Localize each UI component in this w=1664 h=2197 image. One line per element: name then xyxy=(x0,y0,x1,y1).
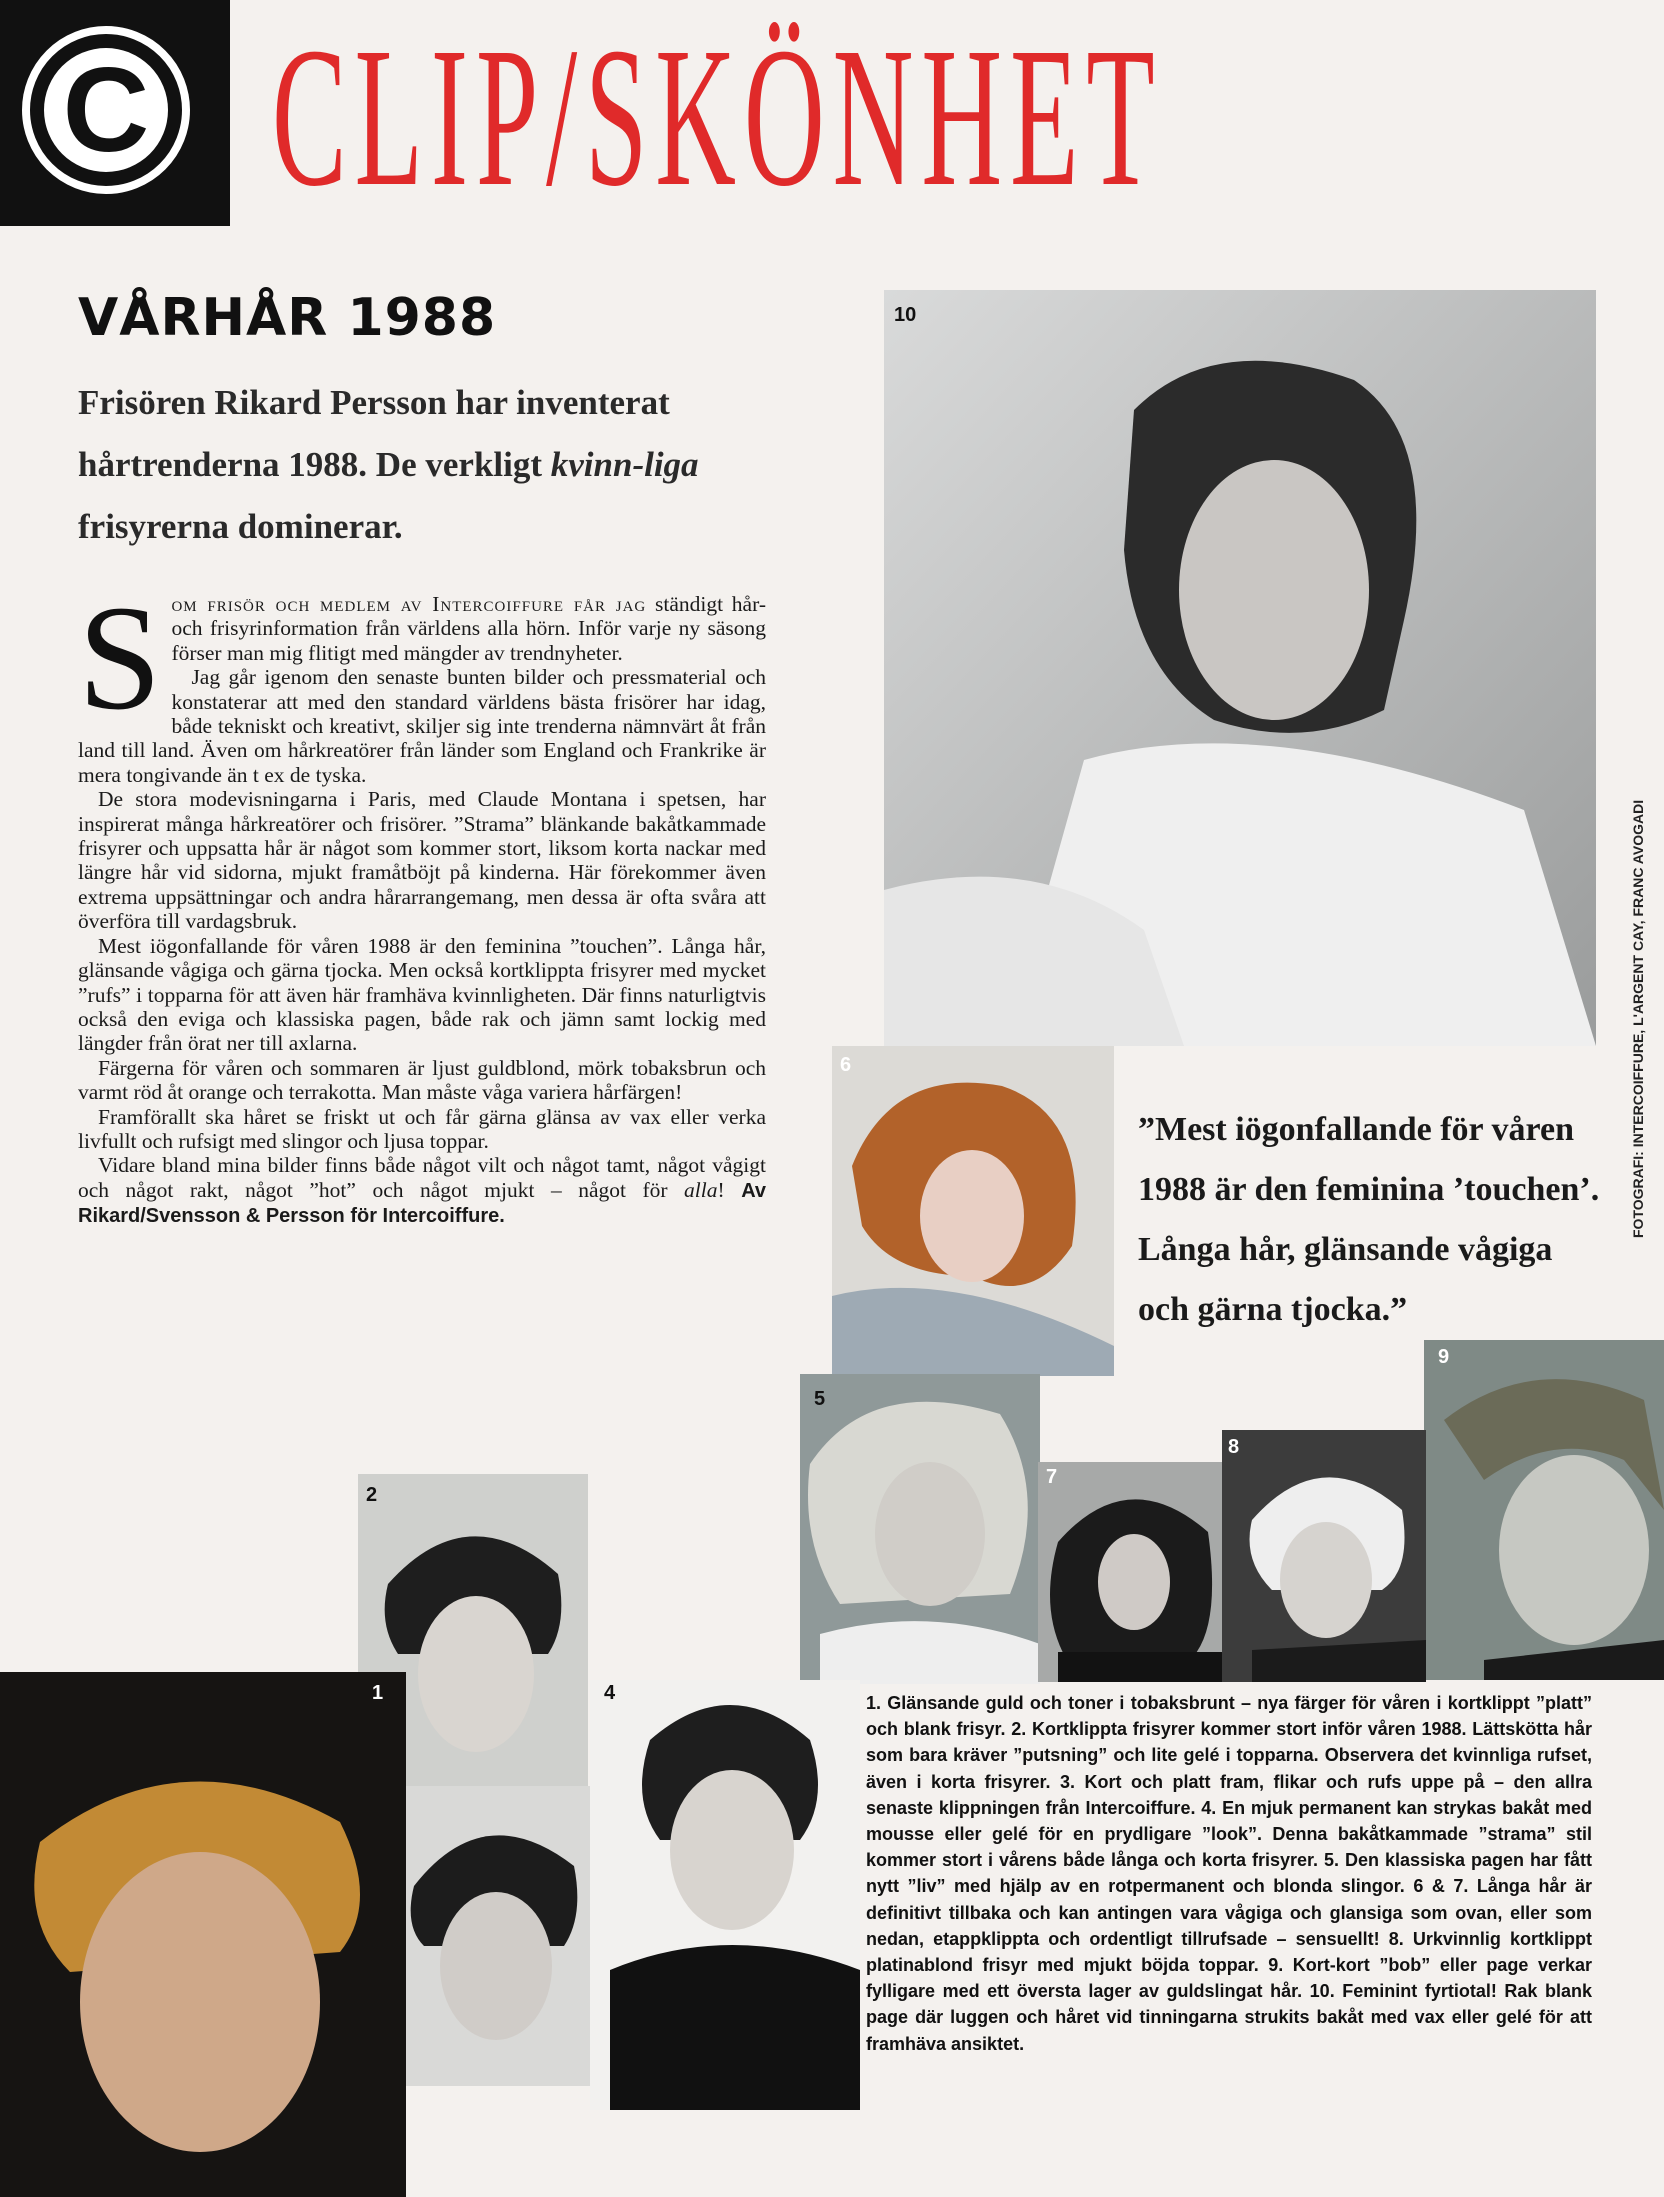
drop-cap: S xyxy=(78,575,162,741)
photo-number-5: 5 xyxy=(814,1388,826,1410)
article-headline: VÅRHÅR 1988 xyxy=(78,288,497,348)
photo-number-10: 10 xyxy=(894,304,917,326)
photo-1-portrait xyxy=(0,1672,406,2197)
photo-5-portrait xyxy=(800,1374,1040,1684)
body-paragraph-3: De stora modevisningarna i Paris, med Claude Montana i spetsen, har inspirerat många hårkreatörer och frisörer. ”Strama” blänkande bakåtkammade frisyrer och uppsatta hår är något som kommer stort, liksom korta nackar med längre hår vid sidorna, mjukt framåtböjt på kinderna. Här förekommer även extrema uppsättningar och andra hårarrangemang, men dessa är ofta svåra att överföra till vardagsbruk. xyxy=(78,787,766,934)
photo-4-portrait xyxy=(590,1680,860,2110)
body-paragraph-4: Mest iögonfallande för våren 1988 är den feminina ”touchen”. Långa hår, glänsande vågiga och gärna tjocka. Men också kortklippta frisyrer med mycket ”rufs” i topparna för att även här framhäva kvinnligheten. Där finns naturligtvis också den eviga och klassiska pagen, både rak och jämn samt lockig med längder från örat ner till axlarna. xyxy=(78,933,766,1056)
body-paragraph-2: Jag går igenom den senaste bunten bilder och pressmaterial och konstaterar att med den standard världens bästa frisörer har idag, både tekniskt och kreativt, skiljer sig inte trenderna nämnvärt åt från land till land. Även om hårkreatörer från länder som England och Frankrike är mera tongivande än t ex de tyska. xyxy=(78,665,766,787)
photo-number-2: 2 xyxy=(366,1484,378,1506)
photo-9-portrait xyxy=(1424,1340,1664,1680)
article-byline: Av Rikard/Svensson & Persson för Intercoiffure. xyxy=(78,1179,767,1228)
body-paragraph-1-text: ständigt hår- och frisyrinformation från världens alla hörn. Inför varje ny säsong förser man mig flitigt med mängder av trendnyheter. xyxy=(171,592,766,665)
intro-emphasis: kvinn-liga xyxy=(550,445,699,484)
photo-number-6: 6 xyxy=(840,1054,852,1076)
section-masthead: CLIP/SKÖNHET xyxy=(272,7,1163,228)
photo-3-portrait xyxy=(374,1786,606,2086)
photo-number-7: 7 xyxy=(1046,1466,1058,1488)
photo-captions: 1. Glänsande guld och toner i tobaksbrunt – nya färger för våren i kortklippt ”platt” och blank frisyr. 2. Kortklippta frisyrer kommer stort inför våren 1988. Lättskötta hår som bara kräver ”putsning” och lite gelé i topparna. Observera det kvinnliga rufset, även i korta frisyrer. 3. Kort och platt fram, flikar och rufs uppe på – den allra senaste klippningen från Intercoiffure. 4. En mjuk permanent kan strykas bakåt med mousse eller gelé för en prydligare ”look”. Denna bakåtkammade ”strama” stil kommer stort i vårens både långa och korta frisyrer. 5. Den klassiska pagen har fått nytt ”liv” med hjälp av en rotpermanent och blonda slingor. 6 & 7. Långa hår är definitivt tillbaka och kan antingen vara vågiga och glansiga som ovan, eller som nedan, etappklippta och ordentligt tillrufsade – sensuellt! 8. Urkvinnlig kortklippt platinablond frisyr med mjukt böjda toppar. 9. Kort-kort ”bob” eller page verkar fylligare med ett översta lager av guldslingat hår. 10. Feminint fyrtiotal! Rak blank page där luggen och håret vid tinningarna strukits bakåt med vax eller gelé för att framhäva ansiktet. xyxy=(866,1693,1592,2054)
logo-letter: C xyxy=(62,43,150,177)
lead-smallcaps: om frisör och medlem av Intercoiffure får jag xyxy=(171,592,647,616)
photo-credit: FOTOGRAFI: INTERCOIFFURE, L'ARGENT CAY, FRANC AVOGADI xyxy=(1630,799,1646,1238)
intro-text: Frisören Rikard Persson har inventerat hårtrenderna 1988. De verkligt xyxy=(78,383,670,484)
article-body xyxy=(78,575,767,1229)
body-paragraph-7-end: ! xyxy=(717,1177,725,1202)
photo-number-1: 1 xyxy=(372,1682,384,1704)
body-paragraph-5: Färgerna för våren och sommaren är ljust guldblond, mörk tobaksbrun och varmt röd åt orange och terrakotta. Man måste våga variera hårfärgen! xyxy=(78,1055,766,1105)
photo-8-portrait xyxy=(1222,1430,1426,1682)
body-paragraph-7-text: Vidare bland mina bilder finns både något vilt och något tamt, något vågigt och något rakt, något ”hot” och något mjukt – något för xyxy=(78,1153,766,1202)
pull-quote: ”Mest iögonfallande för våren 1988 är den feminina ’touchen’. Långa hår, glänsande vågiga och gärna tjocka.” xyxy=(1138,1111,1600,1328)
photo-number-9: 9 xyxy=(1438,1346,1450,1368)
photo-7-portrait xyxy=(1038,1462,1222,1682)
intro-text-end: frisyrerna dominerar. xyxy=(78,507,403,546)
photo-number-4: 4 xyxy=(604,1682,616,1704)
photo-6-portrait xyxy=(832,1046,1114,1376)
photo-number-8: 8 xyxy=(1228,1436,1240,1458)
body-paragraph-7 xyxy=(78,1153,766,1228)
body-paragraph-6: Framförallt ska håret se friskt ut och får gärna glänsa av vax eller verka livfullt och rufsigt med slingor och ljusa toppar. xyxy=(78,1104,766,1153)
photo-10-portrait xyxy=(884,290,1596,1046)
body-emphasis-alla: alla xyxy=(684,1177,718,1202)
article-intro xyxy=(78,372,768,558)
